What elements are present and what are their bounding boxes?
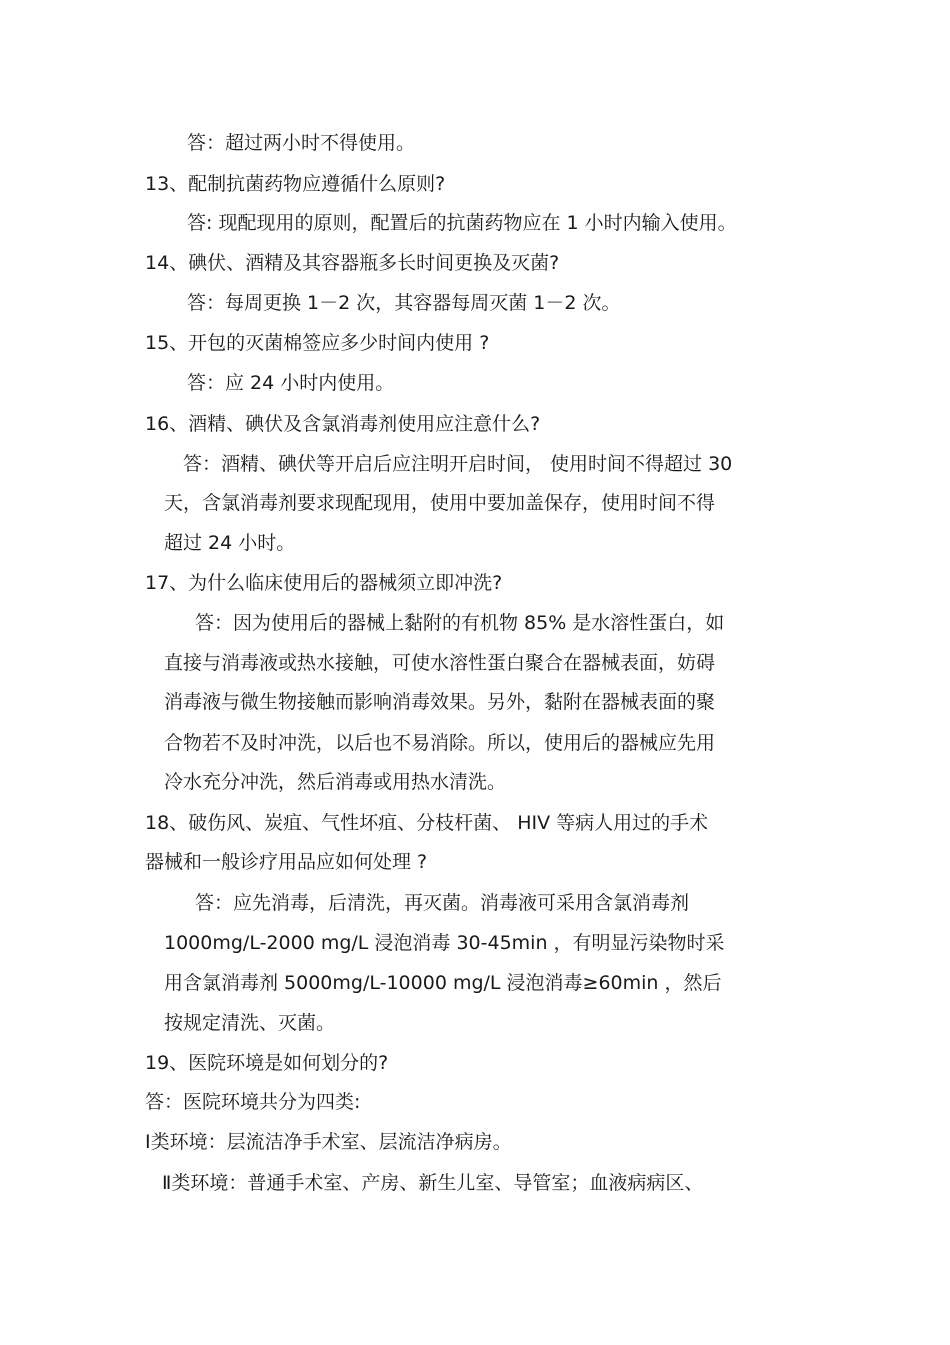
answer-18-line-2: 1000mg/L-2000 mg/L 浸泡消毒 30-45min ，有明显污染物时采	[164, 932, 725, 954]
answer-18-line-4: 按规定清洗、灭菌。	[164, 1012, 336, 1034]
answer-15: 答：应 24 小时内使用。	[187, 372, 395, 394]
answer-17-line-4: 合物若不及时冲洗，以后也不易消除。所以，使用后的器械应先用	[164, 732, 716, 754]
answer-14: 答：每周更换 1－2 次，其容器每周灭菌 1－2 次。	[187, 292, 621, 314]
answer-17-line-3: 消毒液与微生物接触而影响消毒效果。另外，黏附在器械表面的聚	[164, 691, 716, 713]
answer-18-line-1: 答：应先消毒，后清洗，再灭菌。消毒液可采用含氯消毒剂	[195, 892, 690, 914]
answer-19-class-1: Ⅰ类环境：层流洁净手术室、层流洁净病房。	[145, 1131, 512, 1153]
question-18-line-2: 器械和一般诊疗用品应如何处理 ?	[145, 851, 428, 873]
question-14: 14、碘伏、酒精及其容器瓶多长时间更换及灭菌?	[145, 252, 560, 274]
question-19: 19、医院环境是如何划分的?	[145, 1052, 389, 1074]
question-18-line-1: 18、破伤风、炭疽、气性坏疽、分枝杆菌、 HIV 等病人用过的手术	[145, 812, 709, 834]
answer-16-line-3: 超过 24 小时。	[164, 532, 296, 554]
answer-17-line-5: 冷水充分冲洗，然后消毒或用热水清洗。	[164, 771, 507, 793]
answer-18-line-3: 用含氯消毒剂 5000mg/L-10000 mg/L 浸泡消毒≥60min ，然后	[164, 972, 722, 994]
question-15: 15、开包的灭菌棉签应多少时间内使用 ?	[145, 332, 490, 354]
answer-12: 答：超过两小时不得使用。	[187, 132, 416, 154]
question-16: 16、酒精、碘伏及含氯消毒剂使用应注意什么?	[145, 413, 541, 435]
answer-17-line-2: 直接与消毒液或热水接触，可使水溶性蛋白聚合在器械表面，妨碍	[164, 652, 716, 674]
answer-19-intro: 答：医院环境共分为四类:	[145, 1091, 361, 1113]
answer-16-line-1: 答：酒精、碘伏等开启后应注明开启时间， 使用时间不得超过 30	[183, 453, 733, 475]
question-17: 17、为什么临床使用后的器械须立即冲洗?	[145, 572, 503, 594]
question-13: 13、配制抗菌药物应遵循什么原则?	[145, 173, 446, 195]
answer-13: 答: 现配现用的原则，配置后的抗菌药物应在 1 小时内输入使用。	[187, 212, 737, 234]
answer-16-line-2: 天，含氯消毒剂要求现配现用，使用中要加盖保存，使用时间不得	[164, 492, 716, 514]
answer-17-line-1: 答：因为使用后的器械上黏附的有机物 85% 是水溶性蛋白，如	[195, 612, 725, 634]
answer-19-class-2: Ⅱ类环境：普通手术室、产房、新生儿室、导管室；血液病病区、	[162, 1172, 704, 1194]
